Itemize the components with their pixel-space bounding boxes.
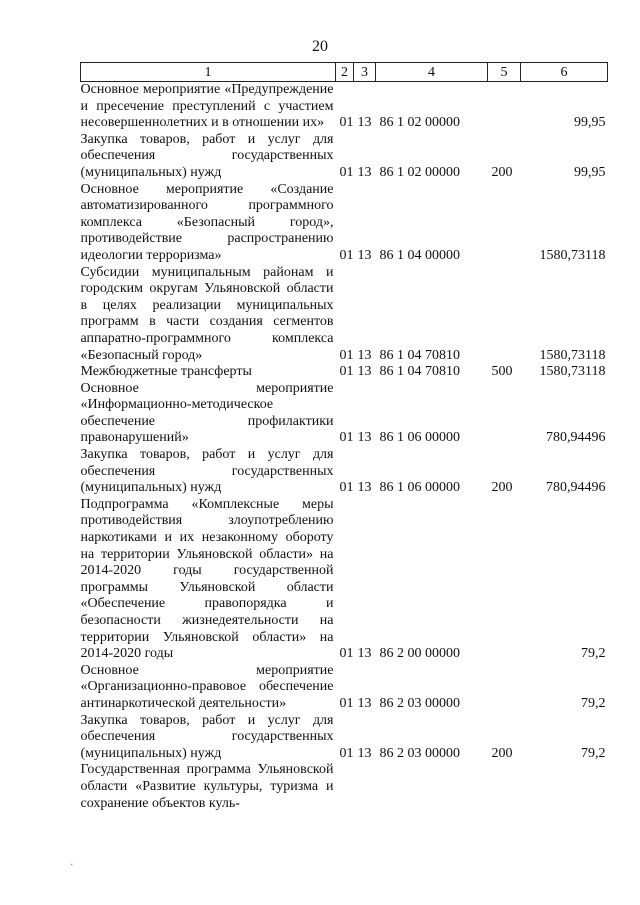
row-razdel: 01 [339, 115, 354, 131]
row-description: Субсидии муниципальным районам и городским округам Ульяновской области в целях реализации муниципальных программ в части создания сегментов аппаратно-программного комплекса «Безопасный город» [80, 264, 334, 363]
row-razdel: 01 [339, 745, 354, 761]
row-podrazdel: 13 [357, 430, 372, 446]
row-csr: 86 1 02 00000 [379, 115, 460, 131]
header-col-6: 6 [521, 63, 608, 82]
table-row [81, 713, 608, 763]
row-sum [521, 762, 608, 812]
header-col-5: 5 [488, 63, 521, 82]
row-podrazdel: 13 [357, 480, 372, 496]
table-row [81, 762, 608, 812]
table-header [81, 63, 608, 82]
row-podrazdel [354, 762, 376, 812]
header-col-2: 2 [336, 63, 354, 82]
row-description: Основное мероприятие «Информационно-методическое обеспечение профилактики правонарушений» [80, 380, 334, 446]
row-description: Межбюджетные трансферты [80, 364, 252, 380]
row-description: Закупка товаров, работ и услуг для обеспечения государственных (муниципальных) нужд [80, 131, 334, 180]
row-description: Основное мероприятие «Организационно-правовое обеспечение антинаркотической деятельности» [80, 662, 334, 711]
row-sum: 1580,73118 [539, 247, 606, 263]
row-csr: 86 1 04 00000 [379, 247, 460, 263]
row-podrazdel: 13 [357, 745, 372, 761]
row-sum: 79,2 [581, 745, 606, 761]
table-body [81, 82, 608, 813]
row-vr: 200 [491, 480, 513, 496]
row-description: Основное мероприятие «Создание автоматизированного программного комплекса «Безопасный город», противодействие распространению идеологии терроризма» [80, 181, 334, 263]
row-razdel: 01 [339, 164, 354, 180]
row-podrazdel: 13 [357, 347, 372, 363]
row-sum: 79,2 [581, 646, 606, 662]
row-sum: 99,95 [574, 164, 606, 180]
row-csr: 86 1 02 00000 [379, 164, 460, 180]
row-vr [488, 663, 521, 713]
row-razdel: 01 [339, 364, 354, 380]
header-col-4: 4 [376, 63, 488, 82]
row-podrazdel: 13 [357, 364, 372, 380]
row-vr [488, 762, 521, 812]
row-sum: 780,94496 [546, 430, 606, 446]
row-razdel: 01 [339, 646, 354, 662]
row-vr: 500 [491, 364, 513, 380]
table-row [81, 497, 608, 663]
row-csr: 86 1 06 00000 [379, 430, 460, 446]
row-razdel: 01 [339, 430, 354, 446]
row-razdel: 01 [339, 347, 354, 363]
row-csr: 86 2 03 00000 [379, 745, 460, 761]
row-razdel: 01 [339, 695, 354, 711]
row-vr: 200 [491, 164, 513, 180]
header-col-1: 1 [81, 63, 336, 82]
header-row [81, 63, 608, 82]
row-csr: 86 1 06 00000 [379, 480, 460, 496]
row-description: Подпрограмма «Комплексные меры противодействия злоупотреблению наркотиками и их незаконному обороту на территории Ульяновской области» на 2014-2020 годы государственной программы Ульяновской области «Обеспечение правопорядка и безопасности жизнедеятельности на территории Ульяновской области» на 2014-2020 годы [80, 496, 334, 662]
table-row [81, 447, 608, 497]
row-vr [488, 381, 521, 447]
row-razdel: 01 [339, 480, 354, 496]
row-sum: 780,94496 [546, 480, 606, 496]
row-podrazdel: 13 [357, 164, 372, 180]
table-row [81, 182, 608, 265]
row-sum: 1580,73118 [539, 364, 606, 380]
row-sum: 79,2 [581, 695, 606, 711]
row-description: Государственная программа Ульяновской области «Развитие культуры, туризма и сохранение объектов куль- [80, 762, 334, 811]
row-vr [488, 497, 521, 663]
row-csr: 86 1 04 70810 [379, 364, 460, 380]
row-description: Закупка товаров, работ и услуг для обеспечения государственных (муниципальных) нужд [80, 447, 334, 496]
row-csr: 86 1 04 70810 [379, 347, 460, 363]
row-podrazdel: 13 [357, 247, 372, 263]
row-vr [488, 265, 521, 365]
row-vr: 200 [491, 745, 513, 761]
row-vr [488, 182, 521, 265]
row-sum: 99,95 [574, 115, 606, 131]
row-podrazdel: 13 [357, 115, 372, 131]
table-row [81, 381, 608, 447]
row-csr: 86 2 00 00000 [379, 646, 460, 662]
budget-table [80, 62, 608, 812]
table-row [81, 265, 608, 365]
row-podrazdel: 13 [357, 695, 372, 711]
table-row [81, 663, 608, 713]
row-description: Закупка товаров, работ и услуг для обеспечения государственных (муниципальных) нужд [80, 712, 334, 761]
row-description: Основное мероприятие «Предупреждение и пресечение преступлений с участием несовершеннолетних и в отношении их» [80, 82, 334, 131]
table-row [81, 364, 608, 381]
page-number: 20 [312, 38, 328, 55]
header-col-3: 3 [354, 63, 376, 82]
row-razdel: 01 [339, 247, 354, 263]
row-podrazdel: 13 [357, 646, 372, 662]
row-vr [488, 82, 521, 132]
row-razdel [336, 762, 354, 812]
scan-speck: · [70, 858, 74, 871]
table-row [81, 82, 608, 132]
row-sum: 1580,73118 [539, 347, 606, 363]
row-csr: 86 2 03 00000 [379, 695, 460, 711]
row-csr [376, 762, 488, 812]
table-row [81, 132, 608, 182]
